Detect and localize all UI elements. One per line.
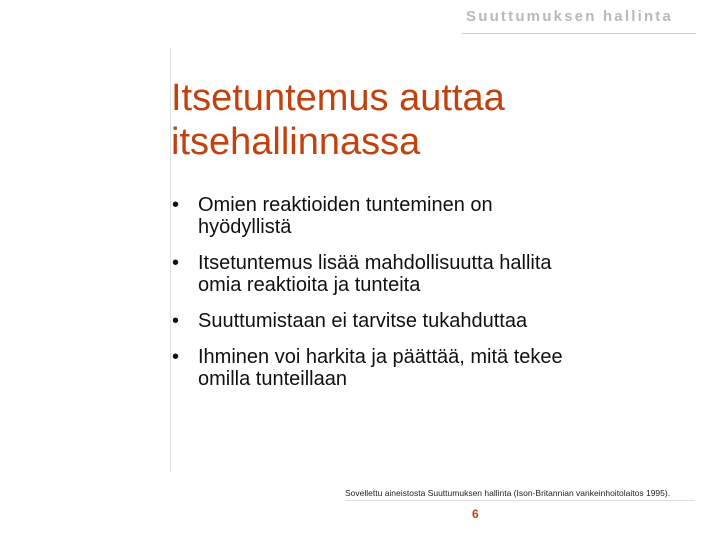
- bullet-dot: •: [172, 310, 180, 332]
- page-number: 6: [472, 507, 479, 521]
- bullet-list: [170, 194, 650, 404]
- bullet-3-line-1: Suuttumistaan ei tarvitse tukahduttaa: [198, 310, 528, 332]
- source-footnote: Sovellettu aineistosta Suuttumuksen hallinta (Ison-Britannian vankeinhoitolaitos 1995).: [345, 488, 671, 498]
- section-header: Suuttumuksen hallinta: [466, 8, 674, 25]
- slide-title: [171, 76, 505, 164]
- footer-divider: [345, 500, 695, 501]
- slide-title-line-1: Itsetuntemus auttaa: [171, 77, 505, 119]
- header-divider: [462, 33, 696, 34]
- bullet-2-line-1: Itsetuntemus lisää mahdollisuutta hallita: [198, 252, 552, 274]
- bullet-2-line-2: omia reaktioita ja tunteita: [198, 274, 421, 296]
- bullet-dot: •: [172, 194, 180, 216]
- bullet-dot: •: [172, 346, 180, 368]
- bullet-item-4: [170, 346, 650, 390]
- bullet-4-line-2: omilla tunteillaan: [198, 368, 347, 390]
- bullet-1-line-2: hyödyllistä: [198, 216, 292, 238]
- bullet-1-line-1: Omien reaktioiden tunteminen on: [198, 194, 493, 216]
- bullet-item-1: [170, 194, 650, 238]
- slide-title-line-2: itsehallinnassa: [171, 121, 421, 163]
- bullet-item-2: [170, 252, 650, 296]
- bullet-dot: •: [172, 252, 180, 274]
- bullet-4-line-1: Ihminen voi harkita ja päättää, mitä tekee: [198, 346, 563, 368]
- bullet-item-3: [170, 310, 650, 332]
